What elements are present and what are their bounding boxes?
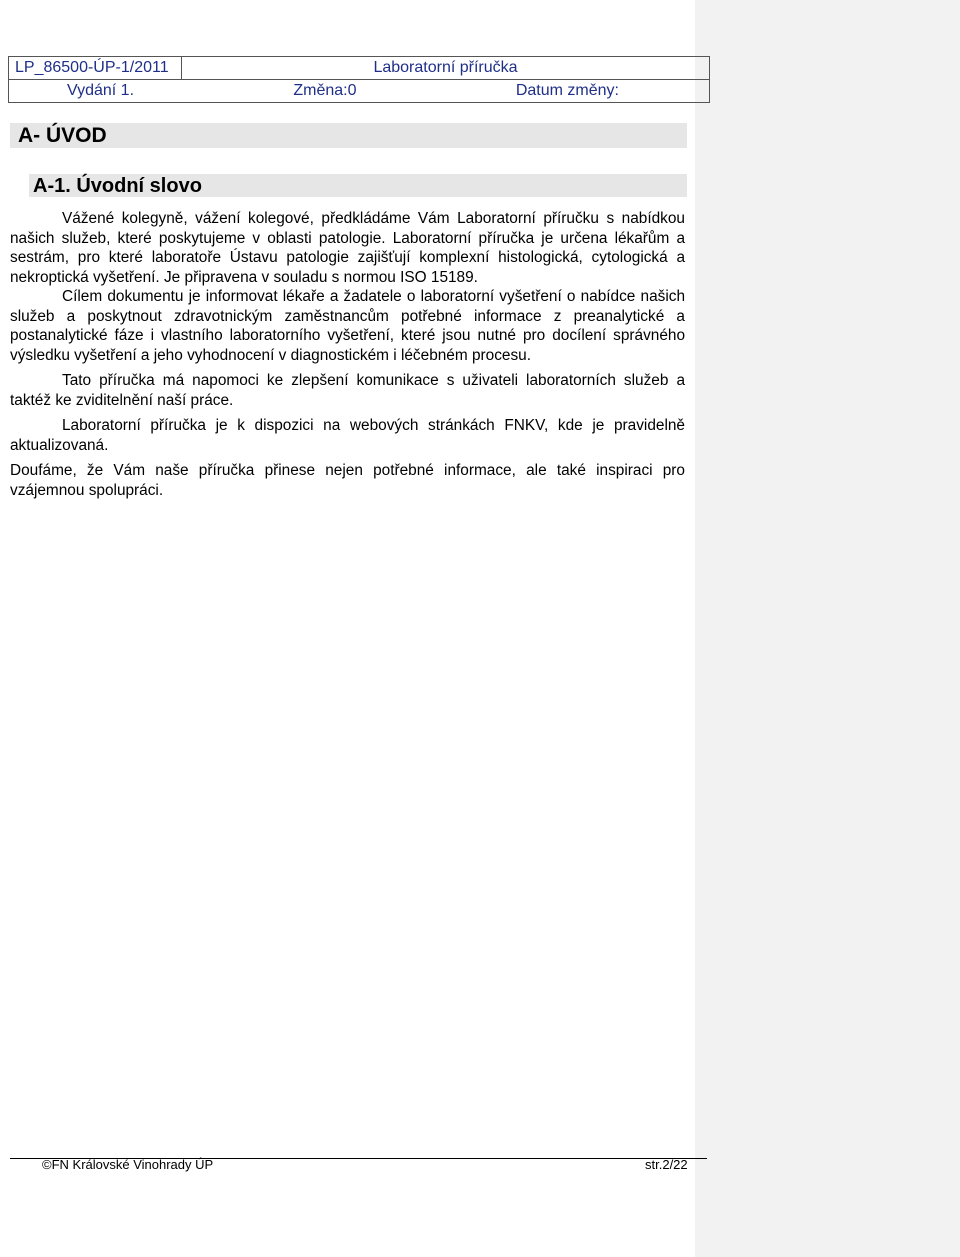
doc-revision-row [9,80,710,103]
paragraph-website: Laboratorní příručka je k dispozici na webových stránkách FNKV, kde je pravidelně aktualizovaná. [10,417,685,454]
section-heading: A- ÚVOD [10,123,687,148]
document-header-table [8,56,710,103]
footer-page-number: str.2/22 [645,1157,688,1172]
paragraph-intro: Vážené kolegyně, vážení kolegové, předkládáme Vám Laboratorní příručku s nabídkou našich služeb, které poskytujeme v oblasti patologie. Laboratorní příručka je určena lékařům a sestrám, pro které laboratoře Ústavu patologie zajišťují komplexní histologická, cytologická a nekroptická vyšetření. Je připravena v souladu s normou ISO 15189. [10,210,685,286]
paragraph-communication: Tato příručka má napomoci ke zlepšení komunikace s uživateli laboratorních služeb a taktéž ke zviditelnění naší práce. [10,372,685,409]
subsection-heading: A-1. Úvodní slovo [29,174,687,197]
edition-label: Vydání 1. [67,82,135,99]
change-label: Změna:0 [293,82,357,99]
change-date-label: Datum změny: [515,82,619,99]
doc-code: LP_86500-ÚP-1/2011 [9,57,182,80]
footer-copyright: ©FN Královské Vinohrady ÚP [42,1157,214,1172]
doc-title: Laboratorní příručka [182,57,710,80]
comment-margin-pane [695,0,960,1257]
body-text [10,209,685,506]
paragraph-purpose: Cílem dokumentu je informovat lékaře a žadatele o laboratorní vyšetření o nabídce našich služeb a poskytnout zdravotnickým zaměstnancům potřebné informace z preanalytické a postanalytické fáze i vlastního laboratorního vyšetření, které jsou nutné pro docílení správného výsledku vyšetření a jeho vyhodnocení v diagnostickém i léčebném procesu. [10,288,685,364]
paragraph-closing: Doufáme, že Vám naše příručka přinese nejen potřebné informace, ale také inspiraci pro vzájemnou spolupráci. [10,462,685,499]
